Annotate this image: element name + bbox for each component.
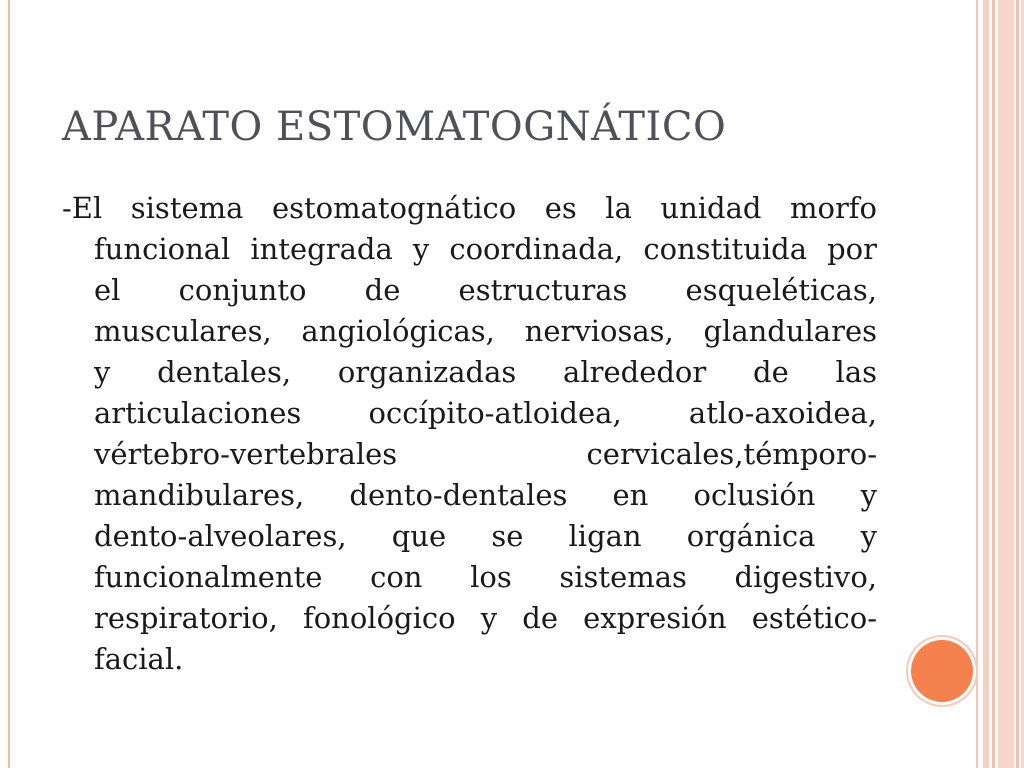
paragraph-line: articulaciones occípito-atloidea, atlo-axoidea,: [94, 396, 877, 430]
decorative-stripe: [992, 0, 995, 768]
paragraph-line: dento-alveolares, que se ligan orgánica y: [94, 519, 877, 553]
paragraph-line: mandibulares, dento-dentales en oclusión y: [94, 478, 877, 512]
paragraph-line: vértebro-vertebrales cervicales,témporo-: [94, 437, 877, 471]
paragraph-line: musculares, angiológicas, nerviosas, glandulares: [94, 314, 877, 348]
left-border-line: [8, 0, 10, 768]
paragraph-line: -El sistema estomatognático es la unidad morfo: [62, 191, 877, 225]
paragraph-line: el conjunto de estructuras esqueléticas,: [94, 273, 877, 307]
accent-circle-icon: [911, 640, 973, 702]
decorative-stripe: [998, 0, 1014, 768]
slide-body-paragraph: [62, 188, 877, 680]
paragraph-line: funcional integrada y coordinada, constituida por: [94, 232, 877, 266]
paragraph-line: y dentales, organizadas alrededor de las: [94, 355, 877, 389]
decorative-stripe: [976, 0, 978, 768]
decorative-stripe: [1016, 0, 1019, 768]
decorative-stripe: [983, 0, 989, 768]
slide-title: APARATO ESTOMATOGNÁTICO: [62, 104, 727, 150]
paragraph-line: respiratorio, fonológico y de expresión estético-: [94, 601, 877, 635]
paragraph-line: facial.: [94, 642, 184, 676]
paragraph-line: funcionalmente con los sistemas digestivo,: [94, 560, 877, 594]
